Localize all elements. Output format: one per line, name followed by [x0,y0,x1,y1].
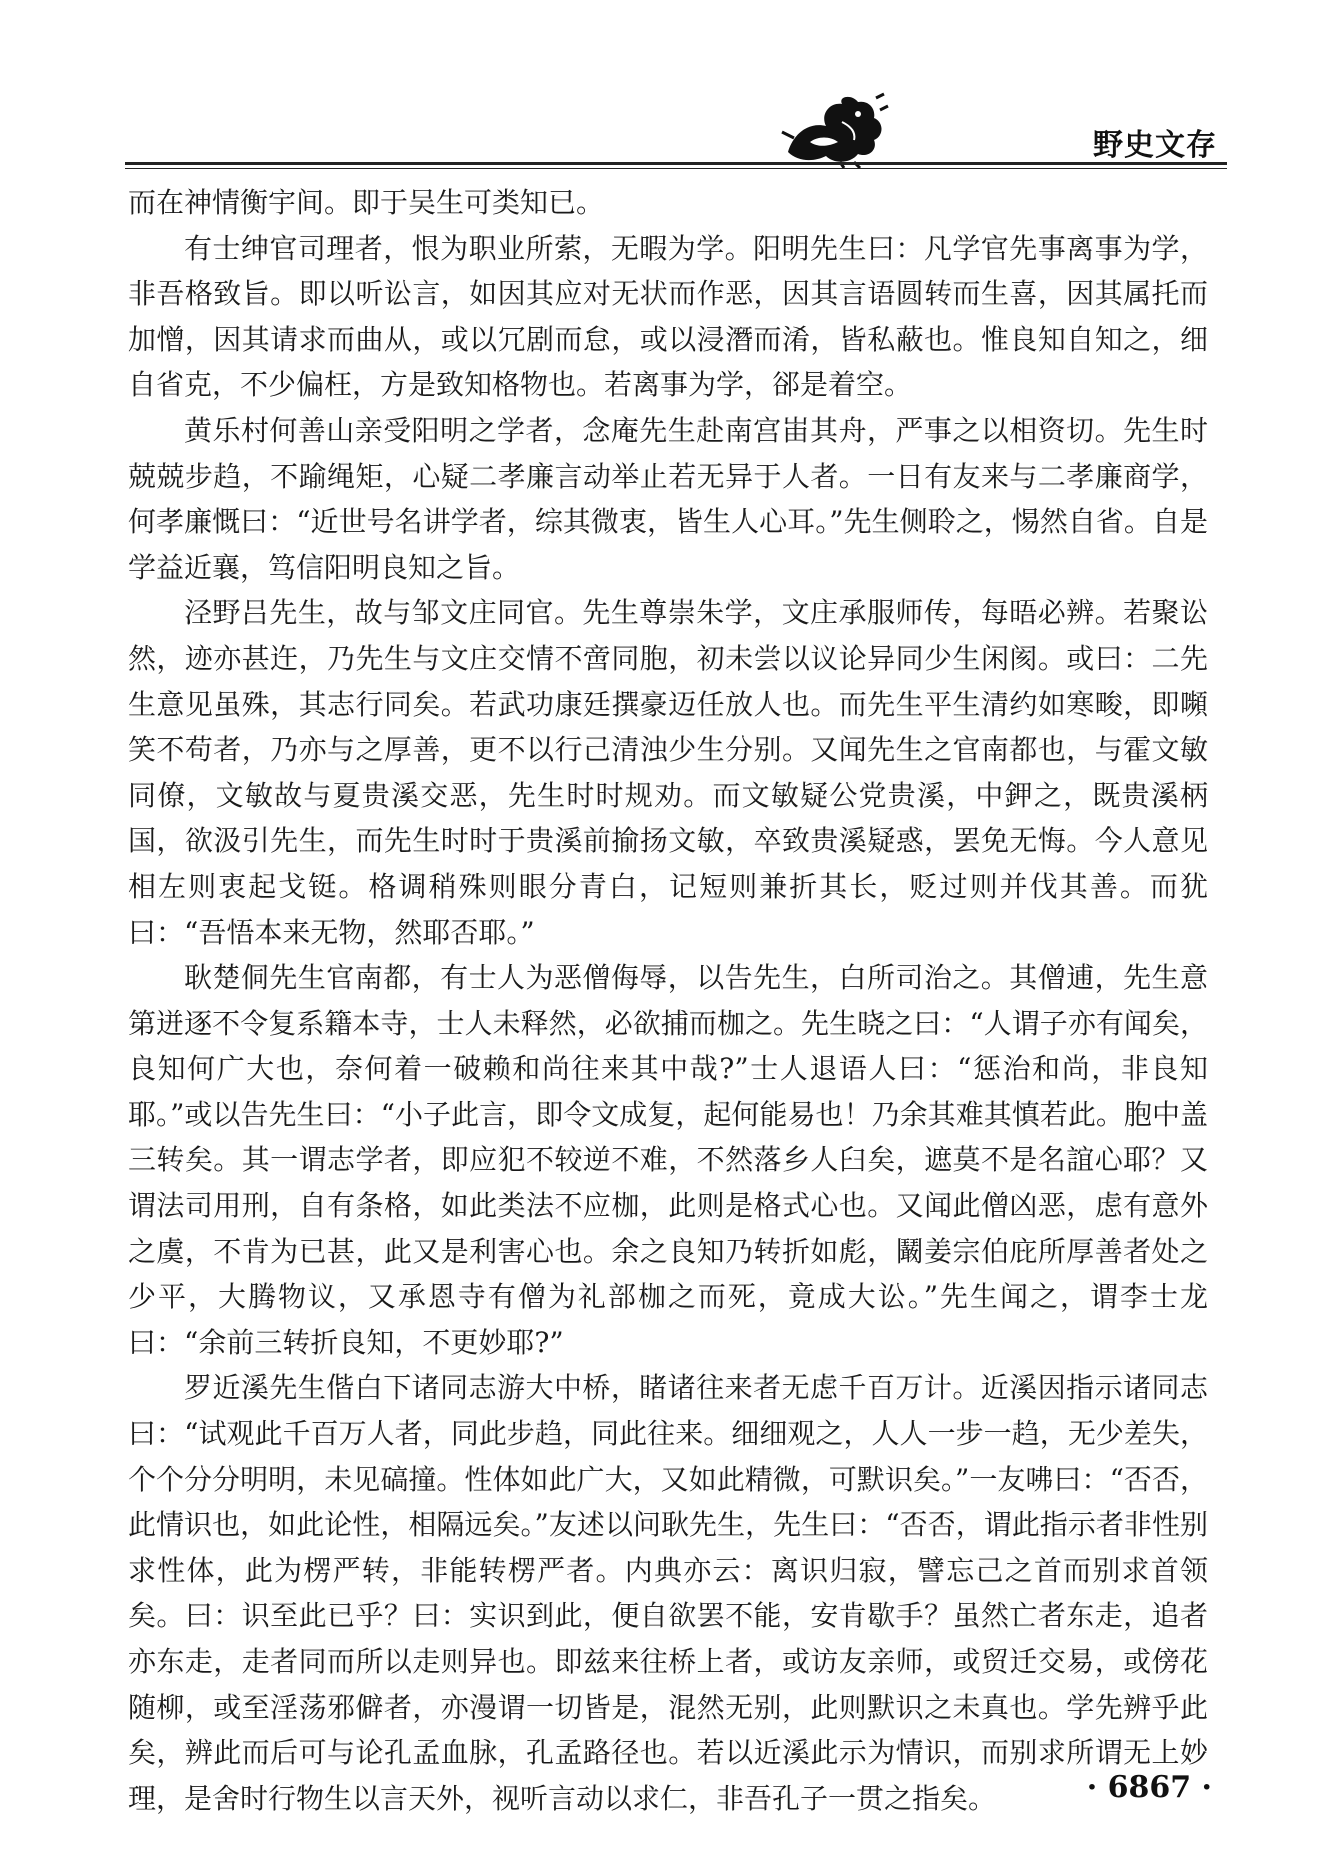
paragraph: 罗近溪先生偕白下诸同志游大中桥，睹诸往来者无虑千百万计。近溪因指示诸同志曰：“试观此千百万人者，同此步趋，同此往来。细细观之，人人一步一趋，无少差失，个个分分明明，未见碻撞。性体如此广大，又如此精微，可默识矣。”一友咈曰：“否否，此情识也，如此论性，相隔远矣。”友述以问耿先生，先生曰：“否否，谓此指示者非性别求性体，此为楞严转，非能转楞严者。内典亦云：离识归寂，譬忘己之首而别求首领矣。曰：识至此已乎？曰：实识到此，便自欲罢不能，安肯歇手？虽然亡者东走，追者亦东走，走者同而所以走则异也。即兹来往桥上者，或访友亲师，或贸迁交易，或傍花随柳，或至淫荡邪僻者，亦漫谓一切皆是，混然无别，此则默识之未真也。学先辨乎此矣，辨此而后可与论孔孟血脉，孔孟路径也。若以近溪此示为情识，而别求所谓无上妙理，是舍时行物生以言天外，视听言动以求仁，非吾孔子一贯之指矣。 [128,1371,1208,1815]
paragraph: 黄乐村何善山亲受阳明之学者，念庵先生赴南宫峀其舟，严事之以相资切。先生时兢兢步趋，不踰绳矩，心疑二孝廉言动举止若无异于人者。一日有友来与二孝廉商学，何孝廉慨曰：“近世号名讲学者，综其微衷，皆生人心耳。”先生侧聆之，惕然自省。自是学益近襄，笃信阳明良知之旨。 [128,413,1208,584]
paragraph: 而在神情衡宇间。即于吴生可类知已。 [128,186,605,219]
paragraph: 泾野吕先生，故与邹文庄同官。先生尊崇朱学，文庄承服师传，每晤必辨。若聚讼然，迹亦甚迕，乃先生与文庄交情不啻同胞，初未尝以议论异同少生闲阂。或曰：二先生意见虽殊，其志行同矣。若武功康廷撰豪迈任放人也。而先生平生清约如寒畯，即嚬笑不苟者，乃亦与之厚善，更不以行己清浊少生分别。又闻先生之官南都也，与霍文敏同僚，文敏故与夏贵溪交恶，先生时时规劝。而文敏疑公党贵溪，中鉀之，既贵溪柄国，欲汲引先生，而先生时时于贵溪前揄扬文敏，卒致贵溪疑惑，罢免无悔。今人意见相左则衷起戈铤。格调稍殊则眼分青白，记短则兼折其长，贬过则并伐其善。而犹曰：“吾悟本来无物，然耶否耶。” [128,596,1208,949]
header-title: 野史文存 [1093,128,1217,163]
header-rule-thin [125,168,1227,169]
header-rule [125,162,1227,165]
page-header [0,0,1322,180]
page-body [128,180,1208,1821]
paragraph: 耿楚侗先生官南都，有士人为恶僧侮辱，以告先生，白所司治之。其僧逋，先生意第迸逐不令复系籍本寺，士人未释然，必欲捕而枷之。先生晓之曰：“人谓子亦有闻矣，良知何广大也，奈何着一破赖和尚往来其中哉?”士人退语人曰：“惩治和尚，非良知耶。”或以告先生曰：“小子此言，即令文成复，起何能易也！乃余其难其慎若此。胞中盖三转矣。其一谓志学者，即应犯不较逆不难，不然落乡人臼矣，遮莫不是名誼心耶？又谓法司用刑，自有条格，如此类法不应枷，此则是格式心也。又闻此僧凶恶，虑有意外之虞，不肯为已甚，此又是利害心也。余之良知乃转折如彪，鬫姜宗伯庇所厚善者处之少平，大腾物议，又承恩寺有僧为礼部枷之而死，竟成大讼。”先生闻之，谓李士龙曰：“余前三转折良知，不更妙耶?” [128,961,1208,1359]
page-number: · 6867 · [1086,1770,1212,1805]
dragon-logo-icon [780,92,890,168]
paragraph: 有士绅官司理者，恨为职业所萦，无暇为学。阳明先生曰：凡学官先事离事为学，非吾格致旨。即以听讼言，如因其应对无状而作恶，因其言语圆转而生喜，因其属托而加憎，因其请求而曲从，或以冗剧而怠，或以浸潛而淆，皆私蔽也。惟良知自知之，细自省克，不少偏枉，方是致知格物也。若离事为学，郤是着空。 [128,231,1208,402]
